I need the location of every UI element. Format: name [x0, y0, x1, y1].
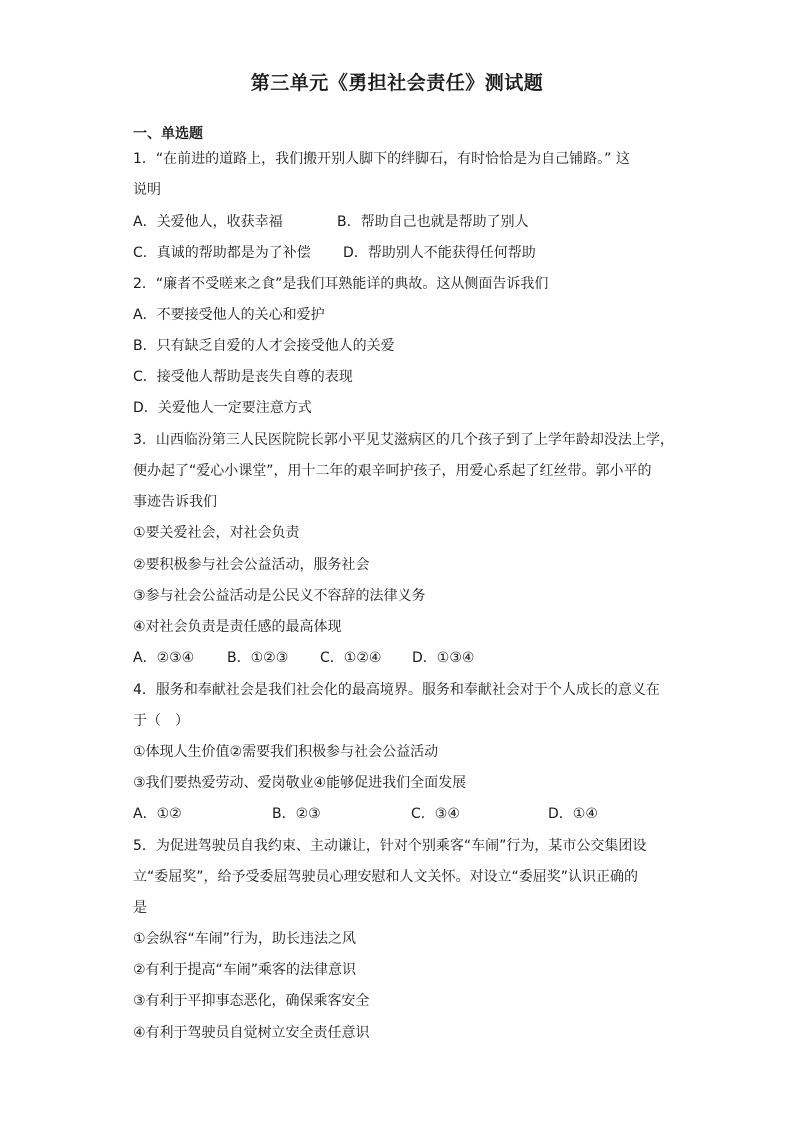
section-heading: 一、单选题 [133, 126, 203, 142]
q3-statement-2: ②要积极参与社会公益活动，服务社会 [133, 557, 370, 573]
q4-options-row [133, 804, 693, 824]
q5-stem-line-2: 立“委屈奖”，给予受委屈驾驶员心理安慰和人文关怀。对设立“委屈奖”认识正确的 [133, 869, 639, 885]
q4-option-a[interactable]: A．①② [133, 806, 182, 822]
q3-options-row [133, 648, 693, 668]
q1-option-a[interactable]: A．关爱他人，收获幸福 [133, 214, 283, 230]
q1-stem-line-1: 1．“在前进的道路上，我们搬开别人脚下的绊脚石，有时恰恰是为自己铺路。” 这 [133, 151, 630, 167]
q1-option-b[interactable]: B．帮助自己也就是帮助了别人 [337, 214, 529, 230]
q1-option-c[interactable]: C．真诚的帮助都是为了补偿 [133, 245, 311, 261]
q3-stem-line-1: 3．山西临汾第三人民医院院长郭小平见艾滋病区的几个孩子到了上学年龄却没法上学， [133, 432, 674, 448]
q4-stem-line-2: 于（ ） [133, 713, 189, 729]
q4-option-c[interactable]: C．③④ [411, 806, 460, 822]
page-title: 第三单元《勇担社会责任》测试题 [250, 72, 544, 94]
q4-option-d[interactable]: D．①④ [548, 806, 598, 822]
q2-option-b[interactable]: B．只有缺乏自爱的人才会接受他人的关爱 [133, 338, 395, 354]
q2-option-d[interactable]: D．关爱他人一定要注意方式 [133, 400, 312, 416]
q5-statement-1: ①会纵容“车闹”行为，助长违法之风 [133, 931, 357, 947]
q5-statement-4: ④有利于驾驶员自觉树立安全责任意识 [133, 1025, 370, 1041]
q4-statements-1-2: ①体现人生价值②需要我们积极参与社会公益活动 [133, 744, 439, 760]
q3-option-d[interactable]: D．①③④ [412, 650, 475, 666]
q4-stem-line-1: 4．服务和奉献社会是我们社会化的最高境界。服务和奉献社会对于个人成长的意义在 [133, 682, 660, 698]
q4-option-b[interactable]: B．②③ [272, 806, 321, 822]
q3-statement-3: ③参与社会公益活动是公民义不容辞的法律义务 [133, 588, 426, 604]
q3-statement-1: ①要关爱社会，对社会负责 [133, 525, 300, 541]
q5-stem-line-3: 是 [133, 900, 147, 916]
q1-stem-line-2: 说明 [133, 182, 161, 198]
q5-statement-3: ③有利于平抑事态恶化，确保乘客安全 [133, 993, 370, 1009]
q5-statement-2: ②有利于提高“车闹”乘客的法律意识 [133, 962, 357, 978]
q3-stem-line-2: 便办起了“爱心小课堂”，用十二年的艰辛呵护孩子，用爱心系起了红丝带。郭小平的 [133, 463, 652, 479]
q2-option-c[interactable]: C．接受他人帮助是丧失自尊的表现 [133, 369, 353, 385]
q3-stem-line-3: 事迹告诉我们 [133, 494, 217, 510]
q5-stem-line-1: 5．为促进驾驶员自我约束、主动谦让，针对个别乘客“车闹”行为，某市公交集团设 [133, 838, 647, 854]
q1-option-d[interactable]: D．帮助别人不能获得任何帮助 [343, 245, 536, 261]
q4-statements-3-4: ③我们要热爱劳动、爱岗敬业④能够促进我们全面发展 [133, 775, 467, 791]
q2-option-a[interactable]: A．不要接受他人的关心和爱护 [133, 307, 325, 323]
q1-options-row-1 [133, 212, 693, 232]
q3-statement-4: ④对社会负责是责任感的最高体现 [133, 619, 342, 635]
q3-option-b[interactable]: B．①②③ [227, 650, 289, 666]
q3-option-c[interactable]: C．①②④ [320, 650, 382, 666]
q2-stem: 2．“廉者不受嗟来之食”是我们耳熟能详的典故。这从侧面告诉我们 [133, 276, 549, 292]
q3-option-a[interactable]: A．②③④ [133, 650, 195, 666]
q1-options-row-2 [133, 243, 693, 263]
